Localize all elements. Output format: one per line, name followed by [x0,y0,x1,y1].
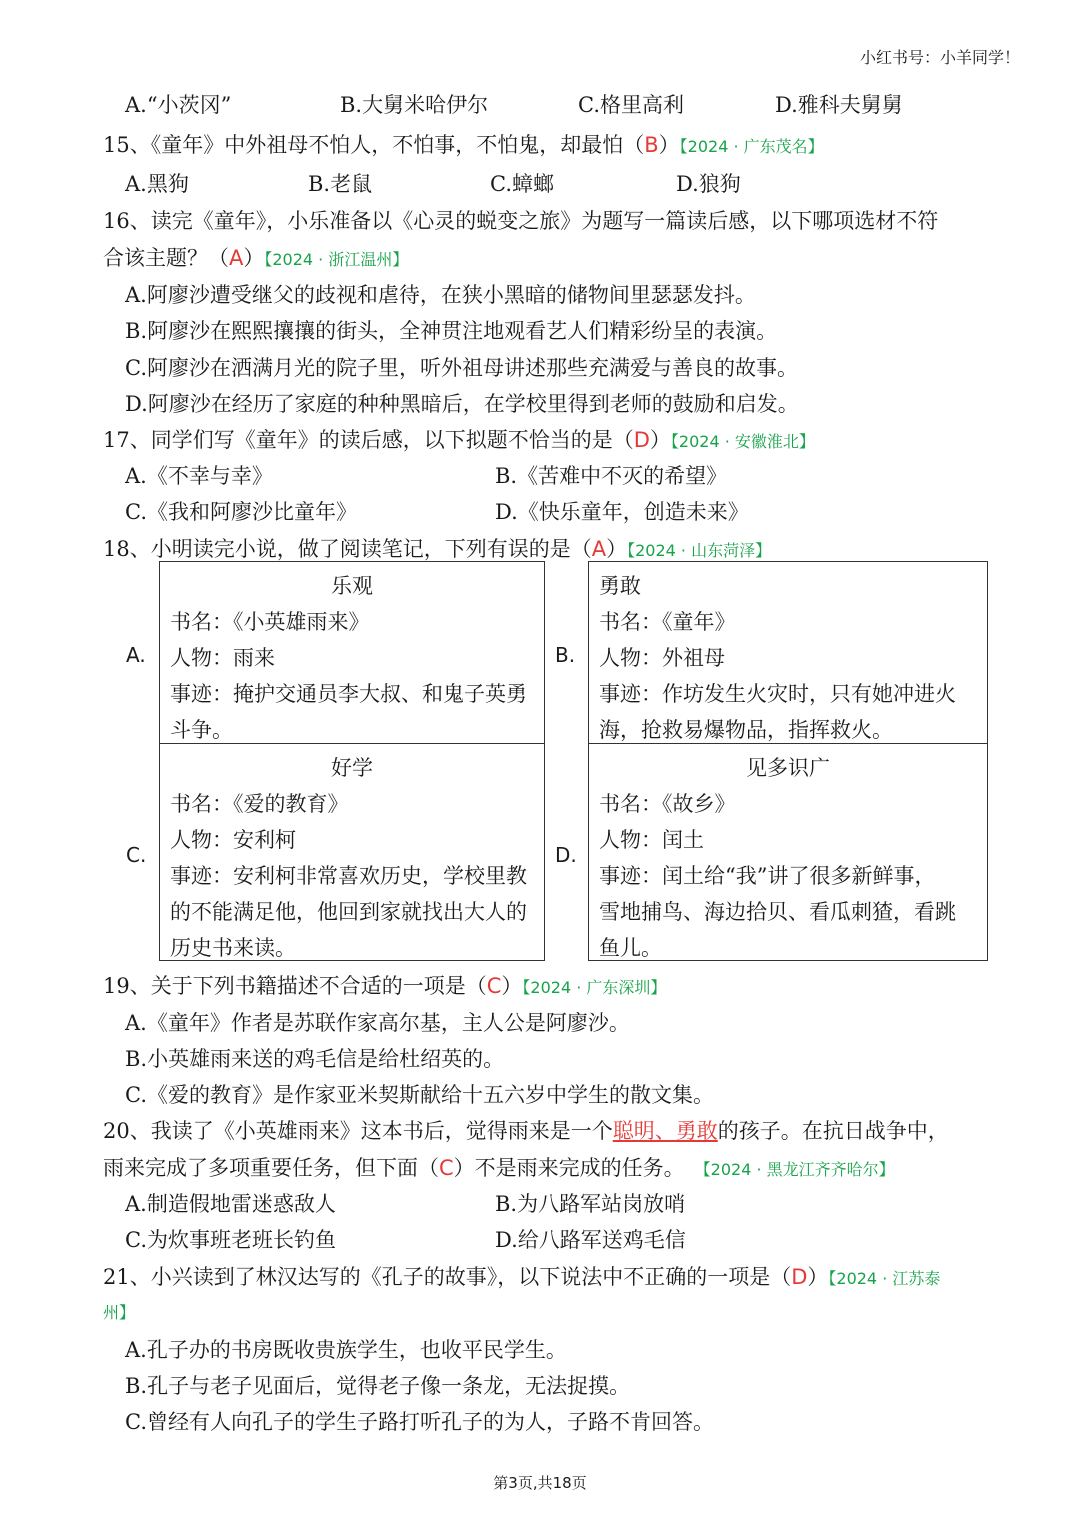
q15-option-b: B.老鼠 [308,172,373,196]
q17-option-a: A.《不幸与幸》 [125,464,273,488]
cell-c-line: 书名：《爱的教育》 [170,792,349,816]
q20-option-a: A.制造假地雷迷惑敌人 [125,1192,336,1216]
cell-b-title: 勇敢 [599,574,641,598]
cell-a-line: 人物：雨来 [170,646,275,670]
q15-answer: B [644,133,659,157]
q17-option-c: C.《我和阿廖沙比童年》 [125,500,357,524]
q19-option-b: B.小英雄雨来送的鸡毛信是给杜绍英的。 [125,1047,505,1071]
q17-option-b: B.《苦难中不灭的希望》 [495,464,728,488]
page-footer: 第3页,共18页 [493,1474,587,1492]
q17-option-d: D.《快乐童年，创造未来》 [495,500,749,524]
q21-stem-line1 [103,1261,940,1291]
q20-source-tag: 【2024 · 黑龙江齐齐哈尔】 [702,1160,895,1179]
q18-answer: A [591,537,607,561]
q18-label-d: D. [555,843,577,867]
q16-stem-line1: 16、读完《童年》，小乐准备以《心灵的蜕变之旅》为题写一篇读后感，以下哪项选材不符 [103,209,939,233]
q19-stem [103,970,666,1000]
cell-a-line: 事迹：掩护交通员李大叔、和鬼子英勇 [170,682,527,706]
cell-c-line: 事迹：安利柯非常喜欢历史，学校里教 [170,864,527,888]
q20-answer: C [439,1156,454,1180]
q15-close: ） [658,133,680,157]
q18-stem [103,533,771,563]
q18-text: 18、小明读完小说，做了阅读笔记，下列有误的是（ [103,537,592,561]
q17-stem [103,424,815,454]
q16-source-tag: 【2024 · 浙江温州】 [264,250,409,269]
q15-option-a: A.黑狗 [125,172,189,196]
q16-option-c: C.阿廖沙在洒满月光的院子里，听外祖母讲述那些充满爱与善良的故事。 [125,356,798,380]
q17-close: ） [649,428,671,452]
q19-text: 19、关于下列书籍描述不合适的一项是（ [103,974,487,998]
q15-option-d: D.狼狗 [676,172,741,196]
cell-b-line: 书名：《童年》 [599,610,736,634]
q14-option-d: D.雅科夫舅舅 [775,93,903,117]
cell-d-title: 见多识广 [746,756,830,780]
q18-close: ） [606,537,628,561]
q17-text: 17、同学们写《童年》的读后感，以下拟题不恰当的是（ [103,428,634,452]
q15-option-c: C.蟑螂 [490,172,554,196]
cell-a-line: 书名：《小英雄雨来》 [170,610,370,634]
cell-a-line: 斗争。 [170,718,233,742]
q14-option-b: B.大舅米哈伊尔 [340,93,489,117]
q20-text: 雨来完成了多项重要任务，但下面（ [103,1156,439,1180]
cell-a-title: 乐观 [331,574,373,598]
q14-option-a: A.“小茨冈” [125,93,232,117]
q15-source-tag: 【2024 · 广东茂名】 [679,137,824,156]
cell-b-line: 事迹：作坊发生火灾时，只有她冲进火 [599,682,956,706]
q21-source-tag: 【2024 · 江苏泰 [828,1269,941,1288]
cell-d-line: 事迹：闰土给“我”讲了很多新鲜事， [599,864,936,888]
q15-text: 15、《童年》中外祖母不怕人，不怕事，不怕鬼，却最怕（ [103,133,645,157]
q18-table-right [588,561,988,961]
q19-close: ） [501,974,523,998]
q19-source-tag: 【2024 · 广东深圳】 [522,978,667,997]
q14-option-c: C.格里高利 [578,93,684,117]
q16-text: 合该主题？（ [103,246,229,270]
q20-text: ）不是雨来完成的任务。 [453,1156,685,1180]
q20-stem-line1 [103,1115,949,1145]
q20-fill-answer: 聪明、勇敢 [612,1119,718,1143]
q20-option-b: B.为八路军站岗放哨 [495,1192,686,1216]
q19-option-c: C.《爱的教育》是作家亚米契斯献给十五六岁中学生的散文集。 [125,1083,714,1107]
q21-option-b: B.孔子与老子见面后，觉得老子像一条龙，无法捉摸。 [125,1374,631,1398]
q16-stem-line2 [103,242,408,272]
q19-answer: C [486,974,502,998]
q18-table-left [159,561,545,961]
q21-close: ） [807,1265,829,1289]
cell-d-line: 鱼儿。 [599,936,662,960]
q20-text: 的孩子。在抗日战争中， [717,1119,949,1143]
q21-source-tag-cont: 州】 [103,1303,136,1322]
q17-answer: D [633,428,650,452]
q16-answer: A [229,246,244,270]
q19-option-a: A.《童年》作者是苏联作家高尔基，主人公是阿廖沙。 [125,1011,630,1035]
q18-label-b: B. [555,643,576,667]
q20-stem-line2 [103,1152,895,1182]
cell-c-title: 好学 [331,756,373,780]
q16-close: ） [243,246,265,270]
q21-option-c: C.曾经有人向孔子的学生子路打听孔子的为人，子路不肯回答。 [125,1410,714,1434]
q18-label-c: C. [126,843,147,867]
q16-option-a: A.阿廖沙遭受继父的歧视和虐待，在狭小黑暗的储物间里瑟瑟发抖。 [125,283,756,307]
q18-source-tag: 【2024 · 山东菏泽】 [627,541,772,560]
q21-option-a: A.孔子办的书房既收贵族学生，也收平民学生。 [125,1338,567,1362]
cell-b-line: 人物：外祖母 [599,646,725,670]
q17-source-tag: 【2024 · 安徽淮北】 [670,432,815,451]
cell-c-line: 人物：安利柯 [170,828,296,852]
q20-option-d: D.给八路军送鸡毛信 [495,1228,686,1252]
q18-label-a: A. [126,643,146,667]
cell-d-line: 人物：闰土 [599,828,704,852]
page-header: 小红书号：小羊同学！ [859,48,1020,67]
q16-option-b: B.阿廖沙在熙熙攘攘的街头，全神贯注地观看艺人们精彩纷呈的表演。 [125,319,778,343]
cell-d-line: 书名：《故乡》 [599,792,736,816]
table-divider [589,743,987,744]
cell-b-line: 海，抢救易爆物品，指挥救火。 [599,718,893,742]
cell-c-line: 历史书来读。 [170,936,296,960]
q20-text: 20、我读了《小英雄雨来》这本书后，觉得雨来是一个 [103,1119,613,1143]
cell-d-line: 雪地捕鸟、海边拾贝、看瓜刺猹，看跳 [599,900,956,924]
cell-c-line: 的不能满足他，他回到家就找出大人的 [170,900,527,924]
q20-option-c: C.为炊事班老班长钓鱼 [125,1228,336,1252]
q21-answer: D [791,1265,808,1289]
table-divider [160,743,544,744]
q15-stem [103,129,824,159]
q21-text: 21、小兴读到了林汉达写的《孔子的故事》，以下说法中不正确的一项是（ [103,1265,792,1289]
q16-option-d: D.阿廖沙在经历了家庭的种种黑暗后，在学校里得到老师的鼓励和启发。 [125,392,799,416]
